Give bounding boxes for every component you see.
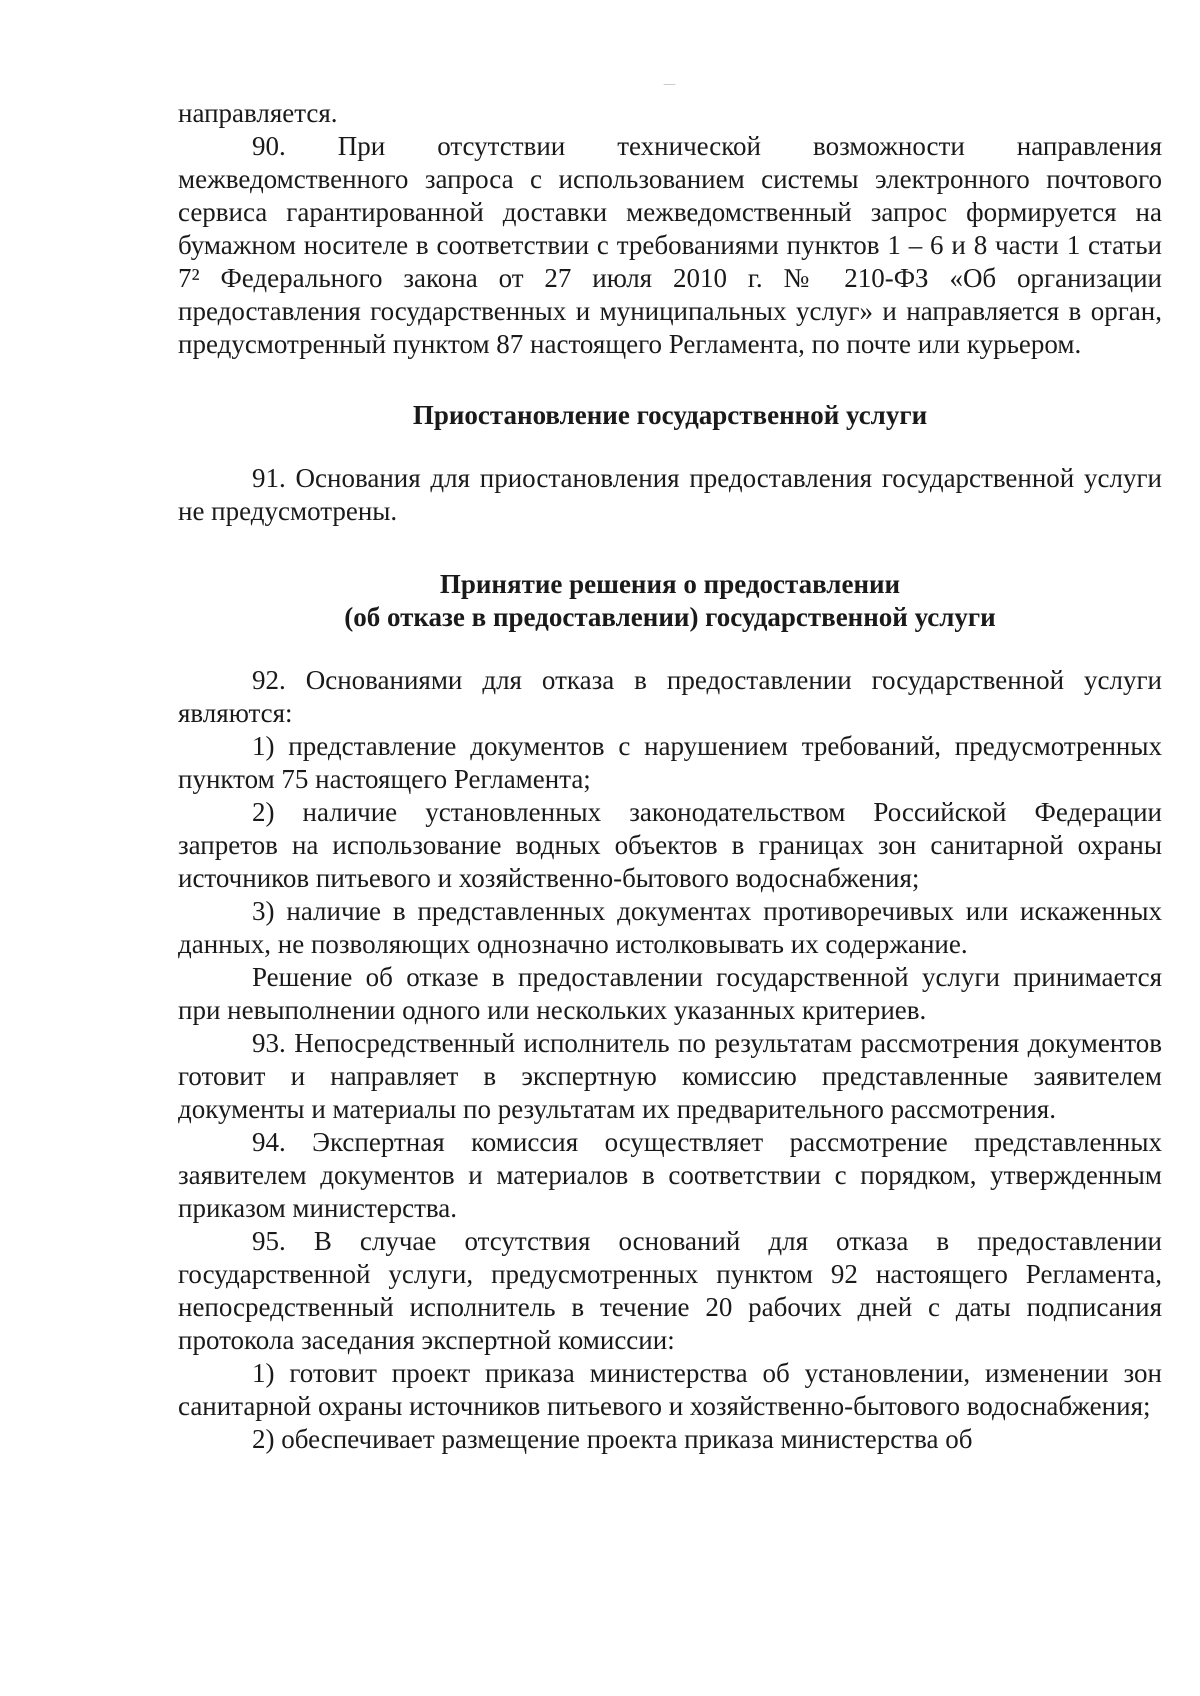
paragraph-92: 92. Основаниями для отказа в предоставлении государственной услуги являются:: [178, 665, 1162, 728]
section-heading-suspension: Приостановление государственной услуги: [412, 400, 928, 430]
paragraph-92-item-3: 3) наличие в представленных документах противоречивых или искаженных данных, не позволяющих однозначно истолковывать их содержание.: [178, 896, 1162, 959]
paragraph-continuation: направляется.: [178, 98, 338, 128]
paragraph-93: 93. Непосредственный исполнитель по результатам рассмотрения документов готовит и направляет в экспертную комиссию представленные заявителем документы и материалы по результатам их предварительного рассмотрения.: [178, 1028, 1162, 1124]
paragraph-95-item-1: 1) готовит проект приказа министерства об установлении, изменении зон санитарной охраны источников питьевого и хозяйственно-бытового водоснабжения;: [178, 1358, 1162, 1421]
paragraph-95-item-2: 2) обеспечивает размещение проекта приказа министерства об: [252, 1424, 973, 1454]
section-heading-decision-line1: Принятие решения о предоставлении: [439, 569, 901, 599]
document-body: [178, 97, 1162, 1456]
paragraph-decision: Решение об отказе в предоставлении государственной услуги принимается при невыполнении одного или нескольких указанных критериев.: [178, 962, 1162, 1025]
paragraph-92-item-2: 2) наличие установленных законодательством Российской Федерации запретов на использование водных объектов в границах зон санитарной охраны источников питьевого и хозяйственно-бытового водоснабжения;: [178, 797, 1162, 893]
paragraph-91: 91. Основания для приостановления предоставления государственной услуги не предусмотрены.: [178, 463, 1162, 526]
section-heading-decision: [178, 568, 1162, 634]
paragraph-94: 94. Экспертная комиссия осуществляет рассмотрение представленных заявителем документов и материалов в соответствии с порядком, утвержденным приказом министерства.: [178, 1127, 1162, 1223]
paragraph-95: 95. В случае отсутствия оснований для отказа в предоставлении государственной услуги, предусмотренных пунктом 92 настоящего Регламента, непосредственный исполнитель в течение 20 рабочих дней с даты подписания протокола заседания экспертной комиссии:: [178, 1226, 1162, 1355]
page-mark: —: [663, 77, 676, 92]
paragraph-90: 90. При отсутствии технической возможности направления межведомственного запроса с использованием системы электронного почтового сервиса гарантированной доставки межведомственный запрос формируется на бумажном носителе в соответствии с требованиями пунктов 1 – 6 и 8 части 1 статьи 7² Федерального закона от 27 июля 2010 г. № 210-ФЗ «Об организации предоставления государственных и муниципальных услуг» и направляется в орган, предусмотренный пунктом 87 настоящего Регламента, по почте или курьером.: [178, 131, 1162, 359]
section-heading-decision-line2: (об отказе в предоставлении) государственной услуги: [344, 602, 996, 632]
paragraph-92-item-1: 1) представление документов с нарушением требований, предусмотренных пунктом 75 настоящего Регламента;: [178, 731, 1162, 794]
